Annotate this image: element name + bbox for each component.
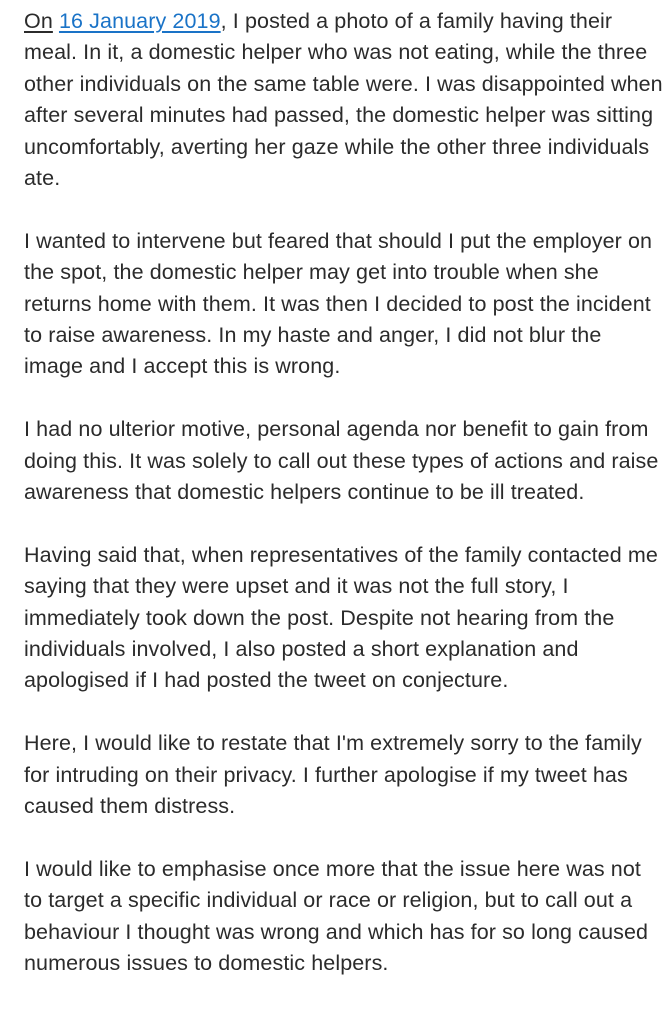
paragraph-apology: Here, I would like to restate that I'm extremely sorry to the family for intruding on their privacy. I further apologise if my tweet has caused them distress. — [24, 731, 642, 819]
intro-text: , I posted a photo of a family having their meal. In it, a domestic helper who was not eating, while the three other individuals on the same table were. I was disappointed when after several minutes had passed, the domestic helper was sitting uncomfortably, averting her gaze while the other three individuals ate. — [24, 9, 663, 191]
on-word: On — [24, 9, 53, 33]
date-link[interactable]: 16 January 2019 — [58, 9, 221, 33]
paragraph-takedown: Having said that, when representatives of the family contacted me saying that they were upset and it was not the full story, I immediately took down the post. Despite not hearing from the individuals involved, I also posted a short explanation and apologised if I had posted the tweet on conjecture. — [24, 542, 658, 693]
paragraph-intro — [24, 6, 664, 194]
paragraph-emphasis: I would like to emphasise once more that the issue here was not to target a specific individual or race or religion, but to call out a behaviour I thought was wrong and which has for so long caused numerous issues to domestic helpers. — [24, 856, 649, 976]
paragraph-motive: I had no ulterior motive, personal agenda nor benefit to gain from doing this. It was solely to call out these types of actions and raise awareness that domestic helpers continue to be ill treated. — [24, 417, 659, 505]
statement-document — [24, 6, 664, 980]
paragraph-intervene: I wanted to intervene but feared that should I put the employer on the spot, the domestic helper may get into trouble when she returns home with them. It was then I decided to post the incident to raise awareness. In my haste and anger, I did not blur the image and I accept this is wrong. — [24, 228, 653, 379]
